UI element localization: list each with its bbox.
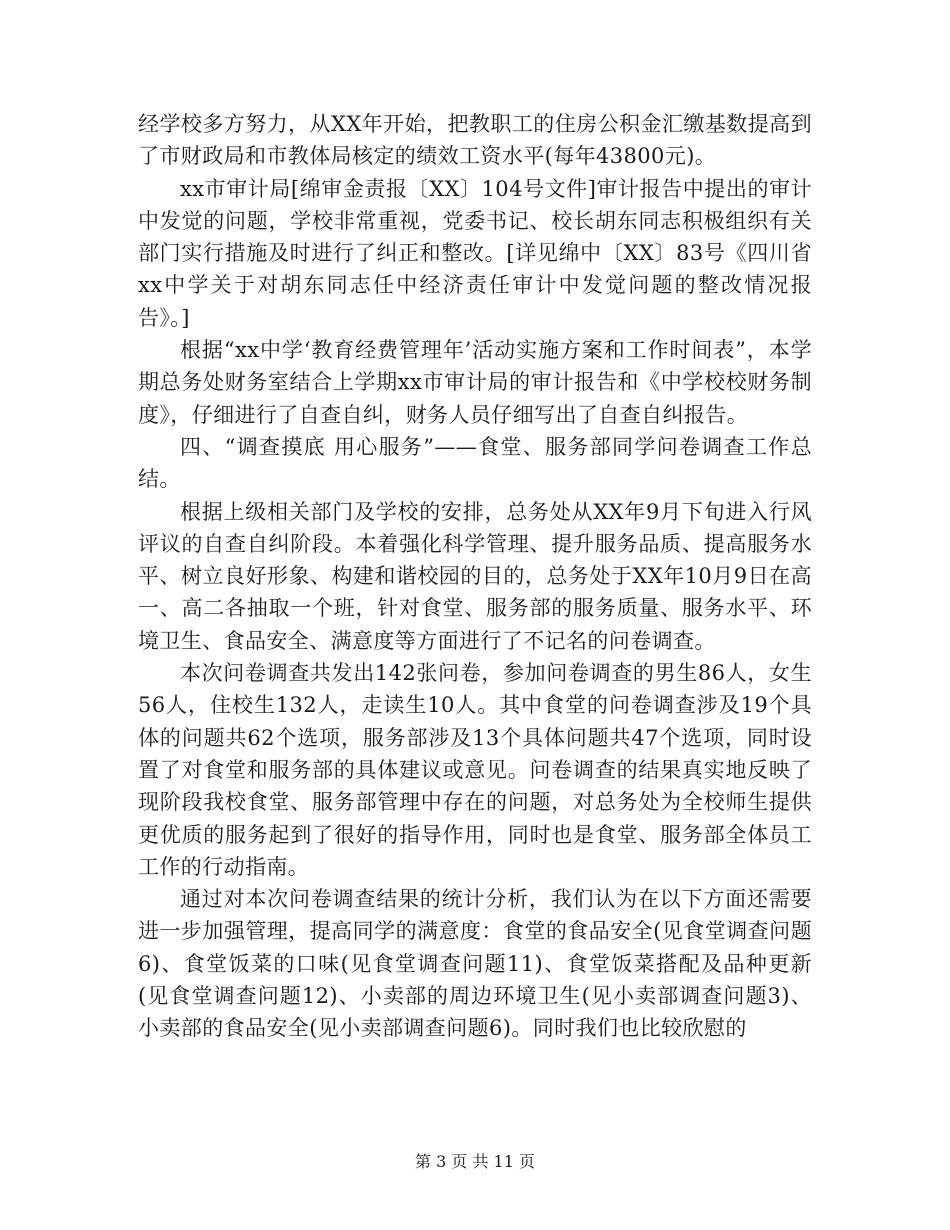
paragraph-3: 根据“xx中学‘教育经费管理年’活动实施方案和工作时间表”，本学期总务处财务室结合上学期xx市审计局的审计报告和《中学校校财务制度》，仔细进行了自查自纠，财务人员仔细写出了自查自纠报告。 [138,338,812,427]
paragraph-5: 根据上级相关部门及学校的安排，总务处从XX年9月下旬进入行风评议的自查自纠阶段。本着强化科学管理、提升服务品质、提高服务水平、树立良好形象、构建和谐校园的目的，总务处于XX年10月9日在高一、高二各抽取一个班，针对食堂、服务部的服务质量、服务水平、环境卫生、食品安全、满意度等方面进行了不记名的问卷调查。 [138,499,812,653]
paragraph-6: 本次问卷调查共发出142张问卷，参加问卷调查的男生86人，女生56人，住校生132人，走读生10人。其中食堂的问卷调查涉及19个具体的问题共62个选项，服务部涉及13个具体问题共47个选项，同时设置了对食堂和服务部的具体建议或意见。问卷调查的结果真实地反映了现阶段我校食堂、服务部管理中存在的问题，对总务处为全校师生提供更优质的服务起到了很好的指导作用，同时也是食堂、服务部全体员工工作的行动指南。 [138,661,812,879]
page-number-footer: 第 3 页 共 11 页 [415,1152,535,1171]
paragraph-1: 经学校多方努力，从XX年开始，把教职工的住房公积金汇缴基数提高到了市财政局和市教体局核定的绩效工资水平(每年43800元)。 [138,112,812,169]
paragraph-2: xx市审计局[绵审金责报〔XX〕104号文件]审计报告中提出的审计中发觉的问题，学校非常重视，党委书记、校长胡东同志积极组织有关部门实行措施及时进行了纠正和整改。[详见绵中〔XX〕83号《四川省xx中学关于对胡东同志任中经济责任审计中发觉问题的整改情况报告》。] [138,176,812,330]
document-body [138,108,812,1045]
section-heading-4: 四、“调查摸底 用心服务”——食堂、服务部同学问卷调查工作总结。 [138,434,812,492]
paragraph-7: 通过对本次问卷调查结果的统计分析，我们认为在以下方面还需要进一步加强管理，提高同学的满意度：食堂的食品安全(见食堂调查问题6)、食堂饭菜的口味(见食堂调查问题11)、食堂饭菜搭配及品种更新(见食堂调查问题12)、小卖部的周边环境卫生(见小卖部调查问题3)、小卖部的食品安全(见小卖部调查问题6)。同时我们也比较欣慰的 [138,887,812,1041]
